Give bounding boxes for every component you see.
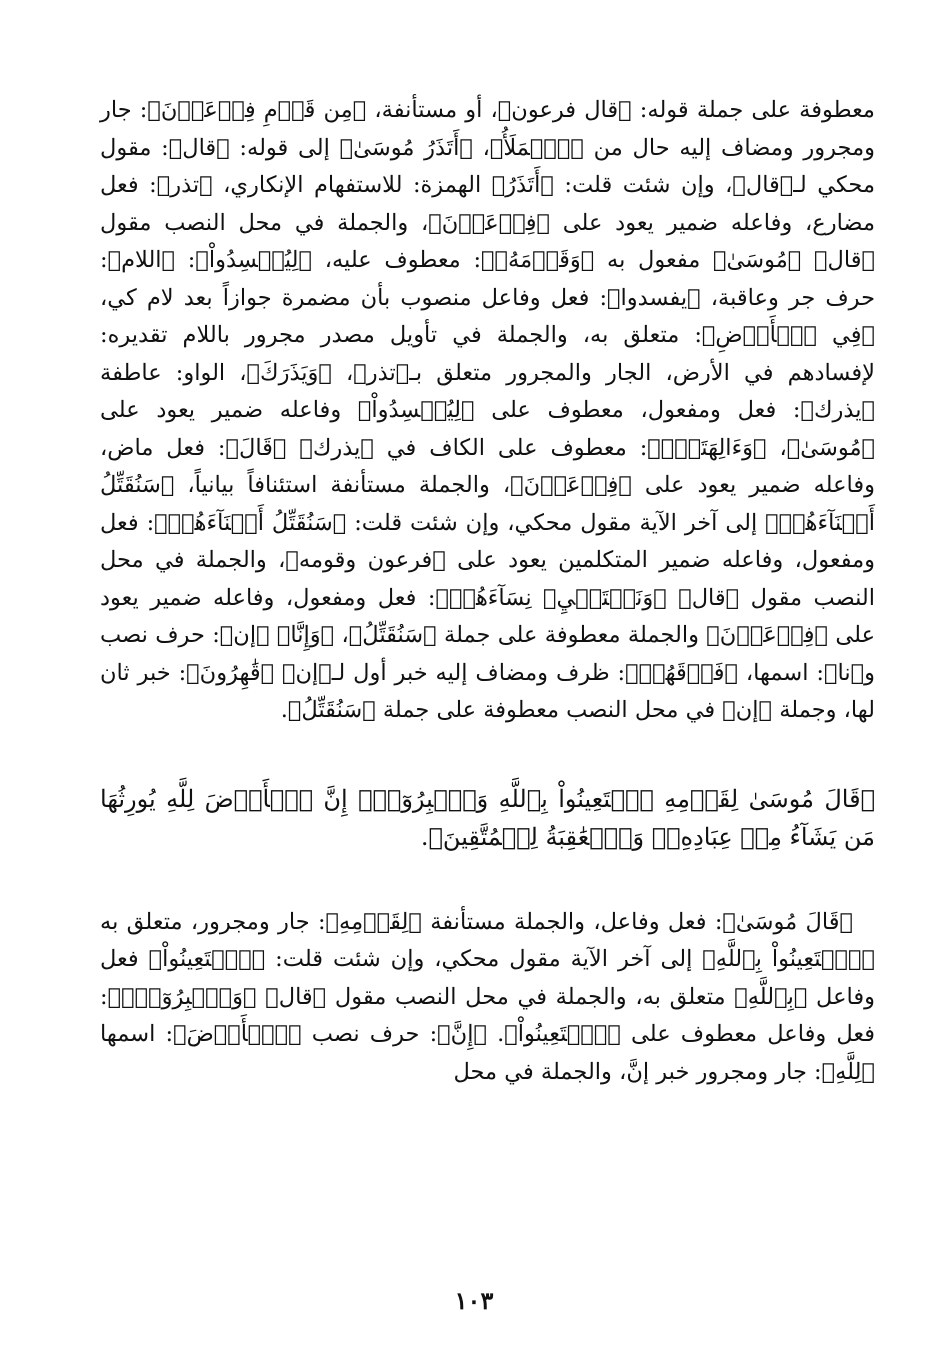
paragraph-1: معطوفة على جملة قوله: ﴿قال فرعون﴾، أو مستأنفة، ﴿مِن قَوۡمِ فِرۡعَوۡنَ﴾: جار ومجرور ومضاف إليه حال من ﴿ٱلۡمَلَأُ﴾، ﴿أَتَذَرُ مُوسَىٰ﴾ إلى قوله: ﴿قال﴾: مقول محكي لـ﴿قال﴾، وإن شئت قلت: ﴿أَتَذَرُ﴾ الهمزة: للاستفهام الإنكاري، ﴿تذر﴾: فعل مضارع، وفاعله ضمير يعود على ﴿فِرۡعَوۡنَ﴾، والجملة في محل النصب مقول ﴿قال﴾ ﴿مُوسَىٰ﴾ مفعول به ﴿وَقَوۡمَهُۥ﴾: معطوف عليه، ﴿لِيُفۡسِدُواْ﴾: ﴿اللام﴾: حرف جر وعاقبة، ﴿يفسدوا﴾: فعل وفاعل منصوب بأن مضمرة جوازاً بعد لام كي، ﴿فِي ٱلۡأَرۡضِ﴾: متعلق به، والجملة في تأويل مصدر مجرور باللام تقديره: لإفسادهم في الأرض، الجار والمجرور متعلق بـ﴿تذر﴾، ﴿وَيَذَرَكَ﴾، الواو: عاطفة ﴿يذرك﴾: فعل ومفعول، معطوف على ﴿لِيُفۡسِدُواْ﴾ وفاعله ضمير يعود على ﴿مُوسَىٰ﴾، ﴿وَءَالِهَتَكَۚ﴾: معطوف على الكاف في ﴿يذرك﴾ ﴿قَالَ﴾: فعل ماض، وفاعله ضمير يعود على ﴿فِرۡعَوۡنَ﴾، والجملة مستأنفة استئنافاً بيانياً، ﴿سَنُقَتِّلُ أَبۡنَآءَهُمۡ﴾ إلى آخر الآية مقول محكي، وإن شئت قلت: ﴿سَنُقَتِّلُ أَبۡنَآءَهُمۡ﴾: فعل ومفعول، وفاعله ضمير المتكلمين يعود على ﴿فرعون وقومه﴾، والجملة في محل النصب مقول ﴿قال﴾ ﴿وَنَسۡتَحۡيِۦ نِسَآءَهُمۡ﴾: فعل ومفعول، وفاعله ضمير يعود على ﴿فِرۡعَوۡنَ﴾ والجملة معطوفة على جملة ﴿سَنُقَتِّلُ﴾، ﴿وَإِنَّا﴾ ﴿إن﴾: حرف نصب و﴿نا﴾: اسمها، ﴿فَوۡقَهُمۡ﴾: ظرف ومضاف إليه خبر أول لـ﴿إن﴾ ﴿قَٰهِرُونَ﴾: خبر ثان لها، وجملة ﴿إن﴾ في محل النصب معطوفة على جملة ﴿سَنُقَتِّلُ﴾. <box>100 97 875 723</box>
quran-verse: ﴿قَالَ مُوسَىٰ لِقَوۡمِهِ ٱسۡتَعِينُواْ بِٱللَّهِ وَٱصۡبِرُوٓاْۖ إِنَّ ٱلۡأَرۡضَ لِلَّهِ يُورِثُهَا مَن يَشَآءُ مِنۡ عِبَادِهِۦۖ وَٱلۡعَٰقِبَةُ لِلۡمُتَّقِينَ﴾. <box>100 784 875 851</box>
page-number: ١٠٣ <box>454 1286 494 1315</box>
document-page <box>100 92 875 1322</box>
paragraph-2: ﴿قَالَ مُوسَىٰ﴾: فعل وفاعل، والجملة مستأنفة ﴿لِقَوۡمِهِ﴾: جار ومجرور، متعلق به ﴿ٱسۡتَعِينُواْ بِٱللَّهِ﴾ إلى آخر الآية مقول محكي، وإن شئت قلت: ﴿ٱسۡتَعِينُواْ﴾ فعل وفاعل ﴿بِٱللَّهِ﴾ متعلق به، والجملة في محل النصب مقول ﴿قال﴾ ﴿وَٱصۡبِرُوٓاْۖ﴾: فعل وفاعل معطوف على ﴿ٱسۡتَعِينُواْ﴾. ﴿إِنَّ﴾: حرف نصب ﴿ٱلۡأَرۡضَ﴾: اسمها ﴿لِلَّهِ﴾: جار ومجرور خبر إنَّ، والجملة في محل <box>100 908 875 1085</box>
